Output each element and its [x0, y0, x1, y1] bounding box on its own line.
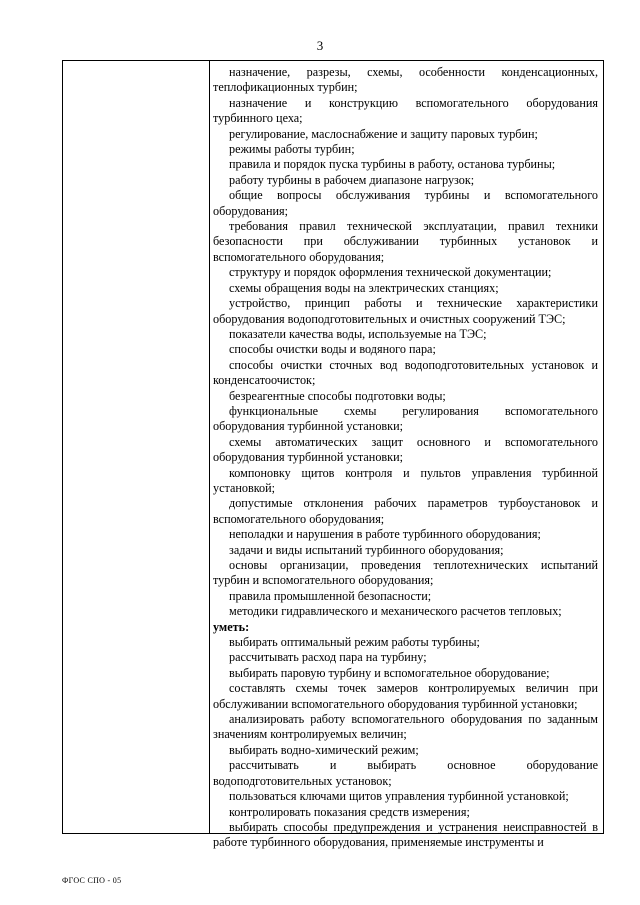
know-item: неполадки и нарушения в работе турбинного оборудования;: [229, 527, 541, 542]
know-item: схемы автоматических защит основного и вспомогательного оборудования турбинной установки;: [213, 434, 598, 465]
competency-table: [62, 60, 604, 850]
know-item: назначение и конструкцию вспомогательного оборудования турбинного цеха;: [213, 95, 598, 126]
know-item: общие вопросы обслуживания турбины и вспомогательного оборудования;: [213, 188, 598, 218]
know-item: показатели качества воды, используемые на ТЭС;: [229, 326, 487, 341]
know-item: правила промышленной безопасности;: [229, 588, 432, 603]
skill-item: выбирать водно-химический режим;: [229, 742, 419, 757]
skill-item: пользоваться ключами щитов управления турбинной установкой;: [229, 789, 569, 804]
skills-heading: уметь:: [213, 619, 250, 634]
page-number: 3: [316, 38, 324, 53]
footer-label: ФГОС СПО - 05: [62, 876, 122, 885]
skill-item: выбирать способы предупреждения и устранения неисправностей в работе турбинного оборудования, применяемые инструменты и: [213, 819, 598, 850]
know-item: допустимые отклонения рабочих параметров турбоустановок и вспомогательного оборудования;: [213, 496, 598, 526]
skill-item: выбирать паровую турбину и вспомогательное оборудование;: [229, 665, 550, 680]
skill-item: рассчитывать расход пара на турбину;: [229, 650, 427, 665]
skill-item: выбирать оптимальный режим работы турбины;: [229, 635, 480, 650]
skill-item: составлять схемы точек замеров контролируемых величин при обслуживании вспомогательного оборудования турбинной установки;: [213, 681, 598, 711]
know-list: [213, 65, 598, 620]
know-item: способы очистки сточных вод водоподготовительных установок и конденсатоочисток;: [213, 357, 598, 388]
know-item: структуру и порядок оформления технической документации;: [229, 265, 552, 280]
know-item: устройство, принцип работы и технические характеристики оборудования водоподготовительных и очистных сооружений ТЭС;: [213, 296, 598, 326]
know-item: компоновку щитов контроля и пультов управления турбинной установкой;: [213, 465, 598, 495]
table-content-cell: [213, 65, 598, 851]
skills-list: [213, 635, 598, 851]
skill-item: анализировать работу вспомогательного оборудования по заданным значениям контролируемых величин;: [213, 712, 598, 742]
know-item: регулирование, маслоснабжение и защиту паровых турбин;: [229, 126, 538, 141]
know-item: работу турбины в рабочем диапазоне нагрузок;: [229, 172, 475, 187]
know-item: требования правил технической эксплуатации, правил техники безопасности при обслуживании турбинных установок и вспомогательного оборудования;: [213, 219, 598, 264]
know-item: правила и порядок пуска турбины в работу, останова турбины;: [229, 157, 556, 172]
know-item: функциональные схемы регулирования вспомогательного оборудования турбинной установки;: [213, 403, 598, 434]
know-item: безреагентные способы подготовки воды;: [229, 388, 446, 403]
know-item: режимы работы турбин;: [229, 142, 355, 157]
know-item: назначение, разрезы, схемы, особенности конденсационных, теплофикационных турбин;: [213, 65, 598, 95]
know-item: задачи и виды испытаний турбинного оборудования;: [229, 542, 504, 557]
column-divider: [209, 61, 210, 833]
skill-item: рассчитывать и выбирать основное оборудование водоподготовительных установок;: [213, 758, 598, 788]
skill-item: контролировать показания средств измерения;: [229, 804, 470, 819]
know-item: способы очистки воды и водяного пара;: [229, 342, 436, 357]
know-item: схемы обращения воды на электрических станциях;: [229, 280, 499, 295]
know-item: методики гидравлического и механического расчетов тепловых;: [229, 604, 562, 619]
know-item: основы организации, проведения теплотехнических испытаний турбин и вспомогательного оборудования;: [213, 558, 598, 588]
